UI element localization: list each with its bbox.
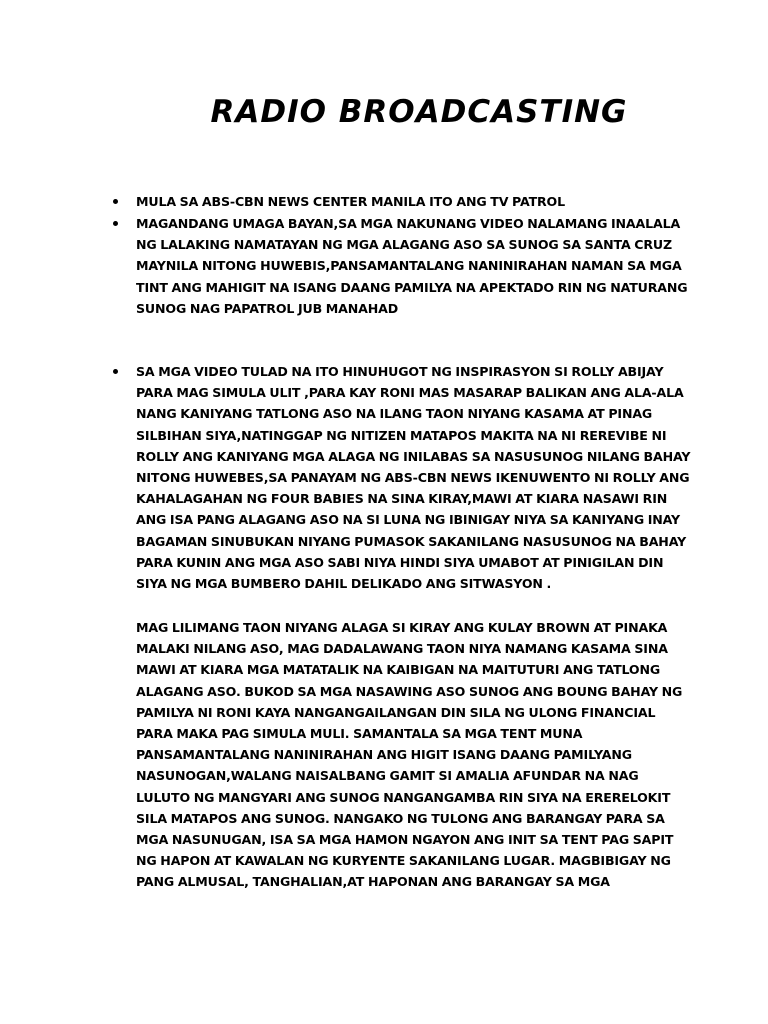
text-line: PARA MAG SIMULA ULIT ,PARA KAY RONI MAS MASARAP BALIKAN ANG ALA-ALA: [136, 385, 684, 401]
text-line: NANG KANIYANG TATLONG ASO NA ILANG TAON NIYANG KASAMA AT PINAG: [136, 406, 653, 422]
text-line: KAHALAGAHAN NG FOUR BABIES NA SINA KIRAY,MAWI AT KIARA NASAWI RIN: [136, 491, 668, 507]
text-line: MGA NASUNUGAN, ISA SA MGA HAMON NGAYON ANG INIT SA TENT PAG SAPIT: [136, 831, 674, 847]
text-line: NITONG HUWEBES,SA PANAYAM NG ABS-CBN NEWS IKENUWENTO NI ROLLY ANG: [136, 469, 690, 485]
text-line: PAMILYA NI RONI KAYA NANGANGAILANGAN DIN SILA NG ULONG FINANCIAL: [136, 704, 656, 720]
text-line: PANG ALMUSAL, TANGHALIAN,AT HAPONAN ANG BARANGAY SA MGA: [136, 874, 610, 890]
text-line: PARA MAKA PAG SIMULA MULI. SAMANTALA SA MGA TENT MUNA: [136, 725, 583, 741]
text-line: SIYA NG MGA BUMBERO DAHIL DELIKADO ANG SITWASYON .: [136, 575, 552, 591]
bullet-item-3: [136, 361, 696, 594]
text-line: TINT ANG MAHIGIT NA ISANG DAANG PAMILYA NA APEKTADO RIN NG NATURANG: [136, 279, 688, 295]
text-line: PANSAMANTALANG NANINIRAHAN ANG HIGIT ISANG DAANG PAMILYANG: [136, 747, 632, 763]
bullet-icon: [113, 369, 118, 374]
bullet-item-1: [136, 191, 696, 212]
text-line: SUNOG NAG PAPATROL JUB MANAHAD: [136, 300, 399, 316]
body-paragraph: [136, 617, 696, 892]
text-line: NG HAPON AT KAWALAN NG KURYENTE SAKANILANG LUGAR. MAGBIBIGAY NG: [136, 853, 671, 869]
text-line: PARA KUNIN ANG MGA ASO SABI NIYA HINDI SIYA UMABOT AT PINIGILAN DIN: [136, 554, 664, 570]
document-title: RADIO BROADCASTING: [210, 94, 628, 130]
text-line: ALAGANG ASO. BUKOD SA MGA NASAWING ASO SUNOG ANG BOUNG BAHAY NG: [136, 683, 683, 699]
text-line: MALAKI NILANG ASO, MAG DADALAWANG TAON NIYA NAMANG KASAMA SINA: [136, 641, 668, 657]
text-line: ANG ISA PANG ALAGANG ASO NA SI LUNA NG IBINIGAY NIYA SA KANIYANG INAY: [136, 512, 681, 528]
text-line: MAWI AT KIARA MGA MATATALIK NA KAIBIGAN NA MAITUTURI ANG TATLONG: [136, 662, 661, 678]
text-line: SILA MATAPOS ANG SUNOG. NANGAKO NG TULONG ANG BARANGAY PARA SA: [136, 810, 665, 826]
text-line: ROLLY ANG KANIYANG MGA ALAGA NG INILABAS SA NASUSUNOG NILANG BAHAY: [136, 448, 691, 464]
text-line: NG LALAKING NAMATAYAN NG MGA ALAGANG ASO SA SUNOG SA SANTA CRUZ: [136, 237, 672, 253]
text-line: SILBIHAN SIYA,NATINGGAP NG NITIZEN MATAPOS MAKITA NA NI REREVIBE NI: [136, 427, 667, 443]
bullet-icon: [113, 199, 118, 204]
text-line: LULUTO NG MANGYARI ANG SUNOG NANGANGAMBA RIN SIYA NA ERERELOKIT: [136, 789, 671, 805]
text-line: MULA SA ABS-CBN NEWS CENTER MANILA ITO ANG TV PATROL: [136, 194, 565, 209]
text-line: BAGAMAN SINUBUKAN NIYANG PUMASOK SAKANILANG NASUSUNOG NA BAHAY: [136, 533, 687, 549]
text-line: MAGANDANG UMAGA BAYAN,SA MGA NAKUNANG VIDEO NALAMANG INAALALA: [136, 216, 681, 231]
text-line: SA MGA VIDEO TULAD NA ITO HINUHUGOT NG INSPIRASYON SI ROLLY ABIJAY: [136, 364, 664, 379]
text-line: MAYNILA NITONG HUWEBIS,PANSAMANTALANG NANINIRAHAN NAMAN SA MGA: [136, 258, 682, 274]
bullet-item-2: [136, 213, 696, 319]
bullet-icon: [113, 221, 118, 226]
text-line: MAG LILIMANG TAON NIYANG ALAGA SI KIRAY ANG KULAY BROWN AT PINAKA: [136, 620, 668, 635]
text-line: NASUNOGAN,WALANG NAISALBANG GAMIT SI AMALIA AFUNDAR NA NAG: [136, 768, 639, 784]
